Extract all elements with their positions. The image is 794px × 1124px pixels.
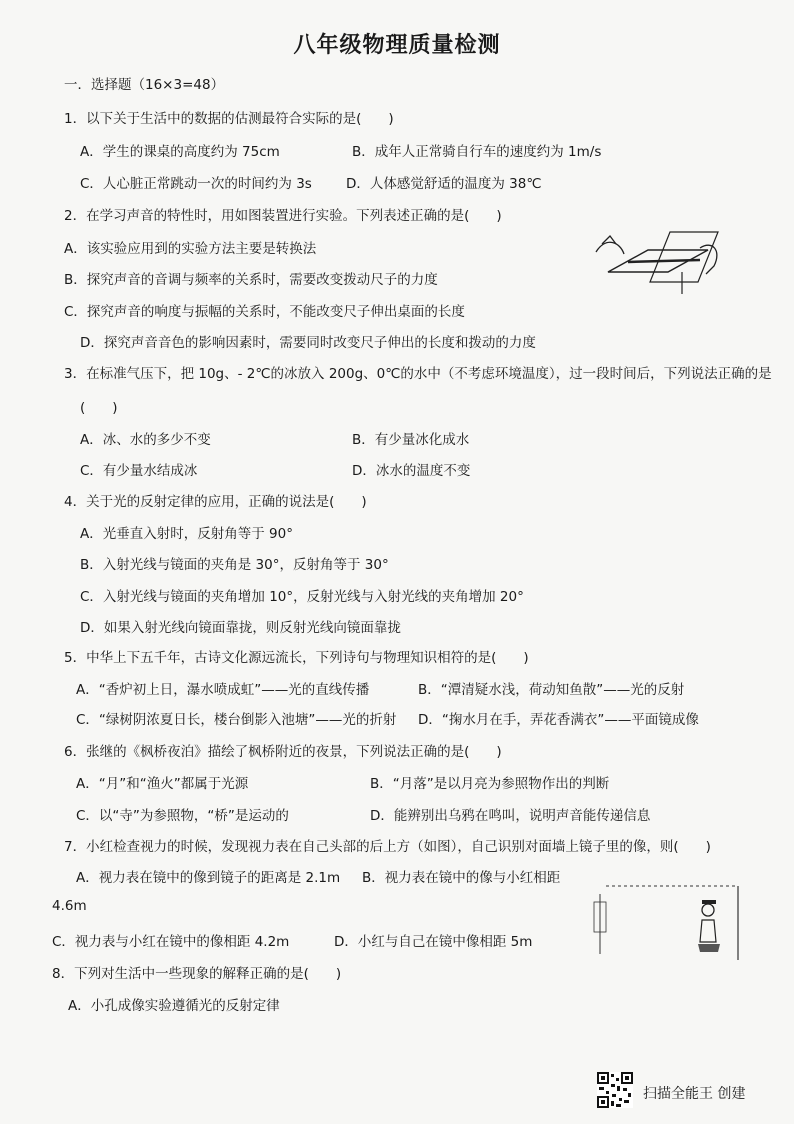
- page-title: 八年级物理质量检测: [293, 33, 501, 58]
- q1-option-a: A．学生的课桌的高度约为 75cm: [80, 144, 280, 160]
- q8-option-a: A．小孔成像实验遵循光的反射定律: [68, 998, 280, 1014]
- q6-option-d: D．能辨别出乌鸦在鸣叫，说明声音能传递信息: [370, 808, 651, 824]
- q4-option-d: D．如果入射光线向镜面靠拢，则反射光线向镜面靠拢: [80, 620, 401, 636]
- q3-answer-blank: ( ): [80, 400, 118, 416]
- q3-option-b: B．有少量冰化成水: [352, 432, 470, 448]
- q4-option-c: C．入射光线与镜面的夹角增加 10°，反射光线与入射光线的夹角增加 20°: [80, 589, 524, 605]
- scanner-brand: 扫描全能王: [643, 1086, 713, 1102]
- q4-option-a: A．光垂直入射时，反射角等于 90°: [80, 526, 293, 542]
- ruler-experiment-figure: [588, 222, 728, 302]
- eye-chart-mirror-figure: [592, 880, 752, 964]
- q1-option-c: C．人心脏正常跳动一次的时间约为 3s: [80, 176, 312, 192]
- question-1: 1．以下关于生活中的数据的估测最符合实际的是( ): [64, 111, 394, 127]
- q5-option-a: A．“香炉初上日，瀑水喷成虹”——光的直线传播: [76, 682, 370, 698]
- q3-option-d: D．冰水的温度不变: [352, 463, 471, 479]
- question-2: 2．在学习声音的特性时，用如图装置进行实验。下列表述正确的是( ): [64, 208, 502, 224]
- q1-option-b: B．成年人正常骑自行车的速度约为 1m/s: [352, 144, 602, 160]
- q7-option-a: A．视力表在镜中的像到镜子的距离是 2.1m: [76, 870, 341, 886]
- question-7: 7．小红检查视力的时候，发现视力表在自己头部的后上方（如图），自己识别对面墙上镜子里的像，则( ): [64, 839, 711, 855]
- q7-option-b: B．视力表在镜中的像与小红相距: [362, 870, 561, 886]
- q5-option-d: D．“掬水月在手，弄花香满衣”——平面镜成像: [418, 712, 699, 728]
- q6-option-a: A．“月”和“渔火”都属于光源: [76, 776, 249, 792]
- section-heading: 一．选择题（16×3=48）: [64, 77, 225, 93]
- question-4: 4．关于光的反射定律的应用，正确的说法是( ): [64, 494, 367, 510]
- q7-option-b-continued: 4.6m: [52, 898, 87, 914]
- scanner-watermark: [597, 1072, 777, 1112]
- q6-option-c: C．以“寺”为参照物，“桥”是运动的: [76, 808, 289, 824]
- q6-option-b: B．“月落”是以月亮为参照物作出的判断: [370, 776, 610, 792]
- scanner-action: 创建: [717, 1086, 746, 1102]
- q7-option-c: C．视力表与小红在镜中的像相距 4.2m: [52, 934, 290, 950]
- q7-option-d: D．小红与自己在镜中像相距 5m: [334, 934, 533, 950]
- q5-option-b: B．“潭清疑水浅，荷动知鱼散”——光的反射: [418, 682, 685, 698]
- q2-option-a: A．该实验应用到的实验方法主要是转换法: [64, 241, 317, 257]
- q5-option-c: C．“绿树阴浓夏日长，楼台倒影入池塘”——光的折射: [76, 712, 397, 728]
- q3-option-a: A．冰、水的多少不变: [80, 432, 211, 448]
- q3-option-c: C．有少量水结成冰: [80, 463, 198, 479]
- question-5: 5．中华上下五千年，古诗文化源远流长，下列诗句与物理知识相符的是( ): [64, 650, 529, 666]
- q1-option-d: D．人体感觉舒适的温度为 38℃: [346, 176, 542, 192]
- scanner-label: [643, 1083, 745, 1103]
- question-6: 6．张继的《枫桥夜泊》描绘了枫桥附近的夜景，下列说法正确的是( ): [64, 744, 502, 760]
- q2-option-c: C．探究声音的响度与振幅的关系时，不能改变尺子伸出桌面的长度: [64, 304, 465, 320]
- question-8: 8．下列对生活中一些现象的解释正确的是( ): [52, 966, 342, 982]
- q2-option-b: B．探究声音的音调与频率的关系时，需要改变拨动尺子的力度: [64, 272, 438, 288]
- q4-option-b: B．入射光线与镜面的夹角是 30°，反射角等于 30°: [80, 557, 389, 573]
- question-3: 3．在标准气压下，把 10g、- 2℃的冰放入 200g、0℃的水中（不考虑环境温度），过一段时间后，下列说法正确的是: [64, 366, 772, 382]
- q2-option-d: D．探究声音音色的影响因素时，需要同时改变尺子伸出的长度和拨动的力度: [80, 335, 536, 351]
- qr-code-icon: [597, 1072, 633, 1108]
